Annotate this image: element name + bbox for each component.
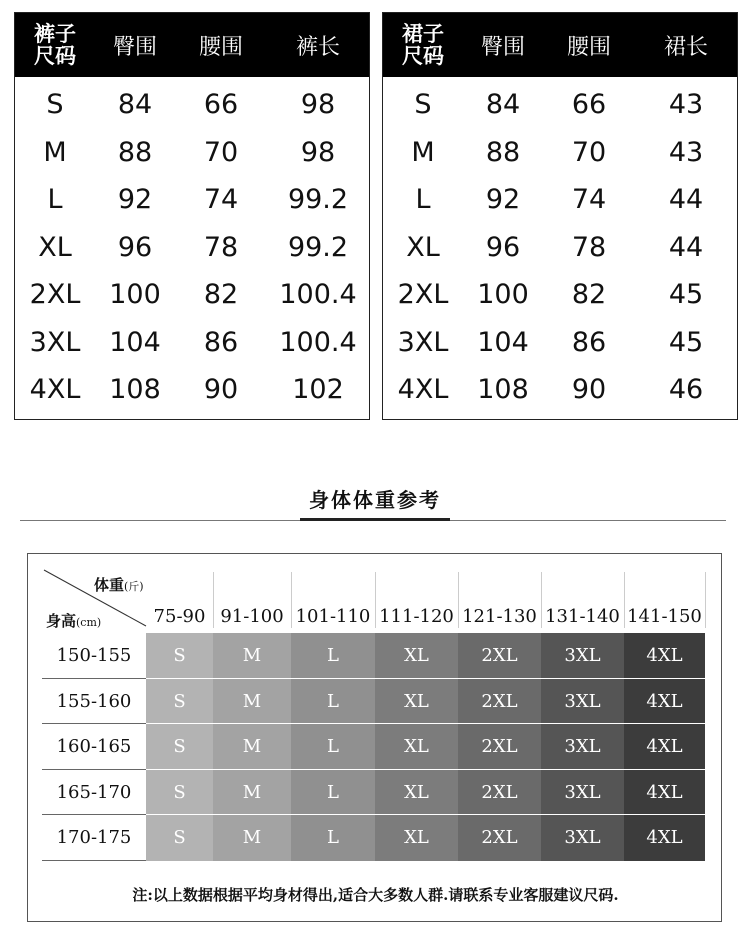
skirt-cell-hip: 100	[477, 279, 529, 311]
pants-table-row	[15, 271, 369, 319]
skirt-table-row	[383, 81, 737, 129]
pants-size-table	[14, 12, 370, 420]
skirt-header-length: 裙长	[663, 34, 708, 60]
pants-header-size-line2: 尺码	[34, 44, 76, 68]
pants-cell-hip: 88	[117, 136, 153, 168]
skirt-header-waist: 腰围	[566, 34, 611, 60]
pants-cell-waist: 66	[203, 89, 239, 121]
size-cell: XL	[375, 770, 458, 816]
size-cell: S	[146, 815, 213, 861]
size-cell: L	[291, 724, 375, 770]
corner-weight-unit: (斤)	[124, 580, 144, 593]
skirt-cell-hip: 104	[477, 326, 529, 358]
pants-cell-hip: 108	[109, 374, 161, 406]
pants-cell-size: 3XL	[29, 326, 81, 358]
size-cell: 3XL	[541, 724, 624, 770]
skirt-cell-hip: 92	[485, 184, 521, 216]
pants-cell-hip: 104	[109, 326, 161, 358]
skirt-cell-size: L	[415, 184, 431, 216]
pants-cell-length: 98	[300, 136, 336, 168]
skirt-cell-waist: 66	[571, 89, 607, 121]
pants-cell-length: 99.2	[287, 184, 349, 216]
skirt-table-header	[383, 13, 737, 77]
pants-cell-length: 98	[300, 89, 336, 121]
pants-cell-waist: 74	[203, 184, 239, 216]
weight-range-header: 121-130	[462, 606, 537, 627]
size-cell: M	[213, 770, 291, 816]
skirt-size-table	[382, 12, 738, 420]
pants-cell-size: M	[43, 136, 67, 168]
size-cell: L	[291, 815, 375, 861]
corner-height-label	[46, 610, 101, 631]
skirt-table-row	[383, 319, 737, 367]
skirt-table-body	[383, 77, 737, 414]
pants-header-size-line1: 裤子	[34, 22, 76, 46]
size-cell: M	[213, 633, 291, 679]
pants-table-header	[15, 13, 369, 77]
height-range-label: 160-165	[56, 736, 132, 757]
skirt-cell-size: 2XL	[397, 279, 449, 311]
corner-weight-label	[94, 574, 144, 595]
skirt-cell-length: 44	[668, 231, 704, 263]
size-cell: 3XL	[541, 770, 624, 816]
row-divider	[42, 860, 146, 861]
weight-range-header: 141-150	[627, 606, 702, 627]
pants-cell-waist: 70	[203, 136, 239, 168]
weight-note: 注:以上数据根据平均身材得出,适合大多数人群.请联系专业客服建议尺码.	[132, 886, 619, 904]
corner-height-unit: (cm)	[76, 616, 102, 629]
size-cell: L	[291, 633, 375, 679]
pants-cell-length: 102	[292, 374, 344, 406]
size-cell: 2XL	[458, 633, 541, 679]
size-cell: XL	[375, 815, 458, 861]
size-cell: XL	[375, 633, 458, 679]
pants-header-length: 裤长	[295, 34, 340, 60]
skirt-cell-waist: 90	[571, 374, 607, 406]
size-cell: S	[146, 724, 213, 770]
pants-cell-size: L	[47, 184, 63, 216]
weight-range-header: 131-140	[545, 606, 620, 627]
skirt-cell-waist: 86	[571, 326, 607, 358]
skirt-table-row	[383, 271, 737, 319]
skirt-header-size	[383, 23, 463, 67]
weight-range-header: 101-110	[295, 606, 371, 627]
pants-cell-waist: 90	[203, 374, 239, 406]
skirt-header-size-line1: 裙子	[402, 22, 444, 46]
pants-table-row	[15, 224, 369, 272]
pants-table-body	[15, 77, 369, 414]
pants-table-row	[15, 81, 369, 129]
pants-cell-waist: 86	[203, 326, 239, 358]
height-range-label: 150-155	[56, 645, 132, 666]
size-cell: 2XL	[458, 724, 541, 770]
skirt-cell-waist: 74	[571, 184, 607, 216]
pants-cell-hip: 100	[109, 279, 161, 311]
size-cell: 2XL	[458, 679, 541, 725]
skirt-cell-size: XL	[406, 231, 440, 263]
size-cell: S	[146, 633, 213, 679]
size-cell: M	[213, 724, 291, 770]
skirt-table-row	[383, 129, 737, 177]
pants-cell-length: 100.4	[279, 326, 357, 358]
chart-corner-header	[42, 568, 148, 628]
size-cell: M	[213, 815, 291, 861]
skirt-table-row	[383, 176, 737, 224]
size-cell: XL	[375, 724, 458, 770]
skirt-cell-length: 44	[668, 184, 704, 216]
weight-section-title: 身体体重参考	[309, 488, 441, 512]
skirt-cell-waist: 78	[571, 231, 607, 263]
size-cell: S	[146, 679, 213, 725]
skirt-cell-length: 43	[668, 89, 704, 121]
pants-table-row	[15, 129, 369, 177]
section-divider-accent	[300, 518, 450, 521]
skirt-header-size-line2: 尺码	[402, 44, 444, 68]
size-cell: 3XL	[541, 679, 624, 725]
pants-table-row	[15, 319, 369, 367]
skirt-cell-hip: 108	[477, 374, 529, 406]
skirt-table-row	[383, 366, 737, 414]
pants-cell-size: S	[46, 89, 64, 121]
height-range-label: 165-170	[56, 781, 132, 803]
size-cell: 4XL	[624, 770, 705, 816]
size-cell: 2XL	[458, 815, 541, 861]
weight-range-header: 111-120	[379, 606, 454, 627]
pants-cell-waist: 82	[203, 279, 239, 311]
weight-height-chart	[27, 553, 722, 922]
skirt-cell-size: M	[411, 136, 435, 168]
pants-header-size	[15, 23, 95, 67]
size-cell: 4XL	[624, 815, 705, 861]
pants-cell-size: XL	[38, 231, 72, 263]
pants-header-hip: 臀围	[112, 34, 157, 60]
size-cell: 4XL	[624, 724, 705, 770]
weight-range-header: 75-90	[153, 606, 206, 627]
size-cell: L	[291, 679, 375, 725]
pants-table-row	[15, 366, 369, 414]
weight-range-header: 91-100	[220, 606, 284, 627]
skirt-cell-length: 43	[668, 136, 704, 168]
pants-cell-size: 2XL	[29, 279, 81, 311]
pants-cell-size: 4XL	[29, 374, 81, 406]
skirt-cell-waist: 82	[571, 279, 607, 311]
size-cell: 3XL	[541, 815, 624, 861]
pants-cell-length: 100.4	[279, 279, 357, 311]
pants-cell-hip: 92	[117, 184, 153, 216]
pants-table-row	[15, 176, 369, 224]
skirt-cell-waist: 70	[571, 136, 607, 168]
size-cell: 4XL	[624, 679, 705, 725]
pants-header-waist: 腰围	[198, 34, 243, 60]
skirt-cell-hip: 84	[485, 89, 521, 121]
skirt-cell-size: 4XL	[397, 374, 449, 406]
pants-cell-waist: 78	[203, 231, 239, 263]
corner-height-text: 身高	[46, 612, 77, 630]
skirt-cell-size: 3XL	[397, 326, 449, 358]
column-separator	[705, 572, 706, 628]
skirt-cell-hip: 88	[485, 136, 521, 168]
size-cell: S	[146, 770, 213, 816]
height-range-label: 170-175	[56, 827, 132, 848]
skirt-table-row	[383, 224, 737, 272]
pants-cell-hip: 96	[117, 231, 153, 263]
skirt-cell-length: 45	[668, 279, 704, 311]
size-cell: 4XL	[624, 633, 705, 679]
skirt-cell-hip: 96	[485, 231, 521, 263]
size-cell: XL	[375, 679, 458, 725]
size-cell: L	[291, 770, 375, 816]
skirt-cell-length: 45	[668, 326, 704, 358]
skirt-cell-size: S	[414, 89, 432, 121]
skirt-header-hip: 臀围	[480, 34, 525, 60]
size-cell: M	[213, 679, 291, 725]
corner-weight-text: 体重	[94, 576, 125, 594]
skirt-cell-length: 46	[668, 374, 704, 406]
height-range-label: 155-160	[56, 690, 132, 712]
size-cell: 3XL	[541, 633, 624, 679]
pants-cell-length: 99.2	[287, 231, 349, 263]
pants-cell-hip: 84	[117, 89, 153, 121]
size-cell: 2XL	[458, 770, 541, 816]
